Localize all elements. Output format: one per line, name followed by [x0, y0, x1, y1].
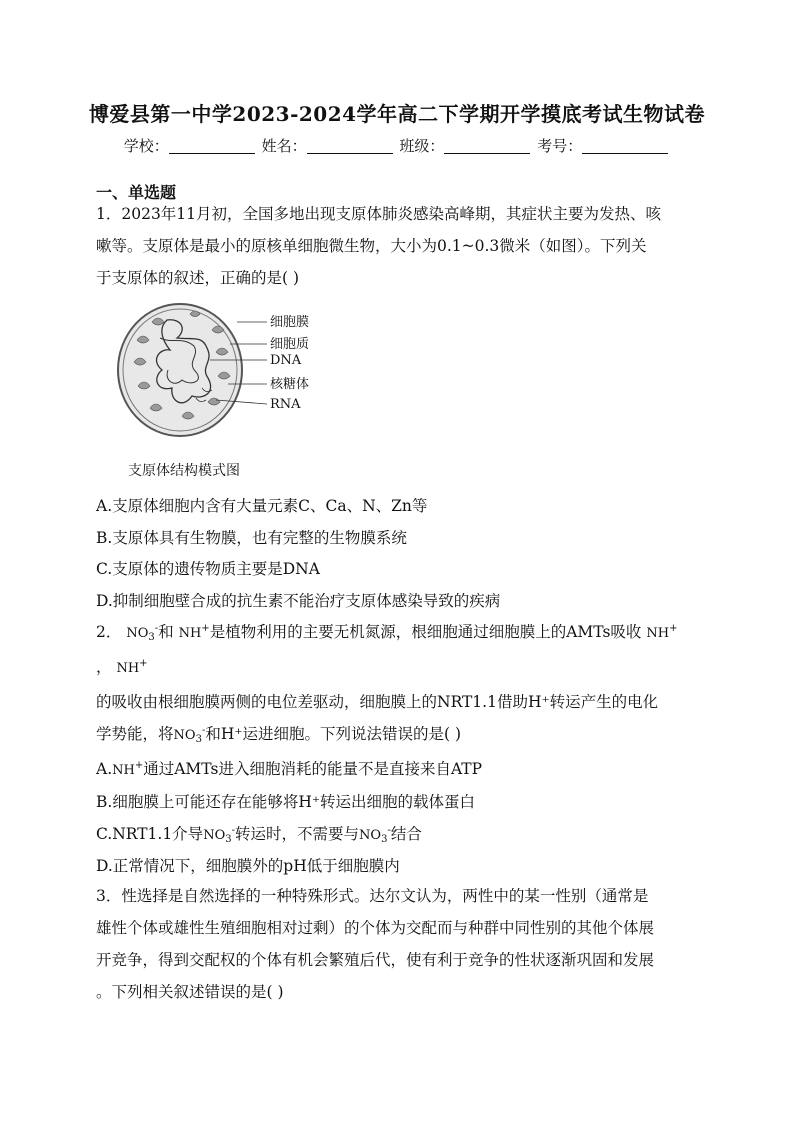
- label-ribosome: 核糖体: [270, 377, 310, 392]
- section-title: 一、单选题: [96, 183, 177, 202]
- ion-no3: $NO_3^-$: [203, 825, 235, 845]
- q3-line-3: 开竞争，得到交配权的个体有机会繁殖后代，使有利于竞争的性状逐渐巩固和发展: [96, 951, 655, 969]
- class-blank[interactable]: [444, 139, 530, 154]
- q2-line-1: 2． $NO_3^-$和 NH+是植物利用的主要无机氮源，根细胞通过细胞膜上的AMTs吸收 NH+: [96, 623, 678, 643]
- mycoplasma-diagram: [112, 300, 362, 450]
- student-info-line: [0, 135, 794, 156]
- ion-no3: $NO_3^-$: [126, 623, 159, 643]
- q2-line-2: ， NH+: [96, 658, 148, 676]
- page-title: 博爱县第一中学2023-2024学年高二下学期开学摸底考试生物试卷: [88, 102, 706, 126]
- label-rna: RNA: [270, 397, 301, 412]
- q2-option-a: A.NH+通过AMTs进入细胞消耗的能量不是直接来自ATP: [96, 760, 483, 778]
- q2-line-3: 的吸收由根细胞膜两侧的电位差驱动，细胞膜上的NRT1.1借助H⁺转运产生的电化: [96, 693, 659, 711]
- ion-nh4: NH+: [116, 658, 148, 676]
- cell-illustration: [118, 304, 242, 436]
- figure-caption: 支原体结构模式图: [128, 463, 240, 479]
- name-blank[interactable]: [307, 139, 393, 154]
- ion-nh4: NH+: [178, 623, 210, 641]
- number-label: 考号：: [537, 137, 583, 155]
- q1-option-c: C.支原体的遗传物质主要是DNA: [96, 560, 320, 578]
- q2-option-b: B.细胞膜上可能还存在能够将H⁺转运出细胞的载体蛋白: [96, 793, 476, 811]
- label-cytoplasm: 细胞质: [270, 337, 310, 352]
- class-label: 班级：: [399, 137, 445, 155]
- q1-option-a: A.支原体细胞内含有大量元素C、Ca、N、Zn等: [96, 497, 428, 515]
- name-label: 姓名：: [261, 137, 307, 155]
- ion-no3: $NO_3^-$: [359, 825, 391, 845]
- label-dna: DNA: [270, 353, 302, 368]
- q3-line-4: 。下列相关叙述错误的是( ): [96, 983, 284, 1001]
- q1-line-2: 嗽等。支原体是最小的原核单细胞微生物，大小为0.1~0.3微米（如图）。下列关: [96, 237, 647, 255]
- ion-no3: $NO_3^-$: [173, 725, 206, 745]
- label-cell-membrane: 细胞膜: [270, 315, 310, 330]
- q1-line-3: 于支原体的叙述，正确的是( ): [96, 269, 300, 287]
- school-label: 学校：: [123, 137, 169, 155]
- q3-line-2: 雄性个体或雄性生殖细胞相对过剩）的个体为交配而与种群中同性别的其他个体展: [96, 919, 655, 937]
- q3-line-1: 3．性选择是自然选择的一种特殊形式。达尔文认为，两性中的某一性别（通常是: [96, 887, 649, 905]
- q1-line-1: 1．2023年11月初，全国多地出现支原体肺炎感染高峰期，其症状主要为发热、咳: [96, 205, 662, 223]
- q2-option-d: D.正常情况下，细胞膜外的pH低于细胞膜内: [96, 857, 400, 875]
- school-blank[interactable]: [169, 139, 255, 154]
- q1-option-b: B.支原体具有生物膜，也有完整的生物膜系统: [96, 529, 407, 547]
- q1-option-d: D.抑制细胞壁合成的抗生素不能治疗支原体感染导致的疾病: [96, 592, 501, 610]
- q2-line-4: 学势能，将$NO_3^-$和H⁺运进细胞。下列说法错误的是( ): [96, 725, 462, 745]
- q2-option-c: C.NRT1.1介导$NO_3^-$转运时，不需要与$NO_3^-$结合: [96, 825, 422, 845]
- number-blank[interactable]: [582, 139, 668, 154]
- ion-nh4: NH+: [646, 623, 678, 641]
- ion-nh4: NH+: [112, 760, 144, 778]
